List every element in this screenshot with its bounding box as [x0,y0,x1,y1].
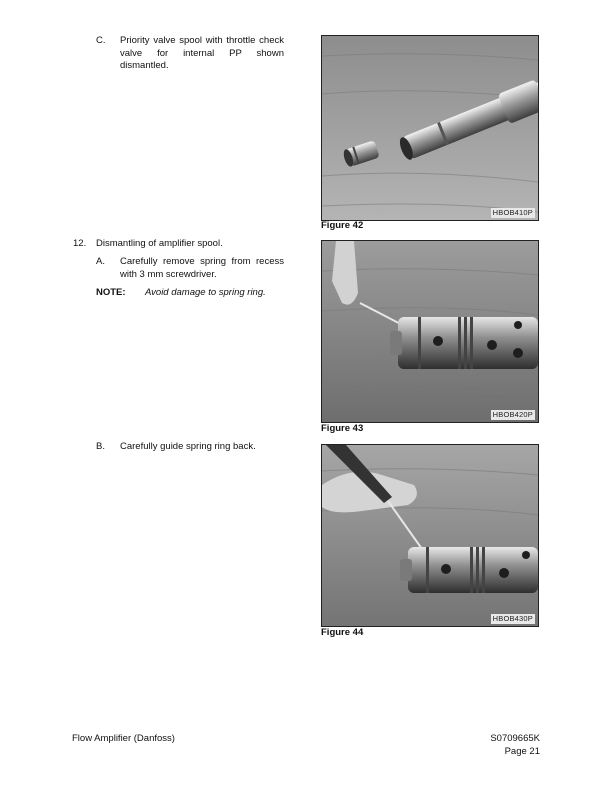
note-text: Avoid damage to spring ring. [145,287,266,298]
figure-42-code: HBOB410P [492,208,533,218]
spool-dismantled-image [322,36,538,220]
step-c-text: Priority valve spool with throttle check valve for internal PP shown dismantled. [120,35,284,72]
step-12b-letter: B. [96,441,105,452]
step-c-letter: C. [96,35,106,46]
figure-43-photo [321,240,539,423]
figure-42-caption: Figure 42 [321,220,364,231]
spring-ring-guide-image [322,445,538,626]
step-12a-text: Carefully remove spring from recess with 3 mm screwdriver. [120,256,284,280]
figure-43-code: HBOB420P [492,410,533,420]
figure-43-caption: Figure 43 [321,423,364,434]
figure-44-caption: Figure 44 [321,627,364,638]
figure-42-photo [321,35,539,221]
step-12-title: Dismantling of amplifier spool. [96,238,223,249]
footer-doc-number: S0709665K [490,733,540,744]
footer-title: Flow Amplifier (Danfoss) [72,733,175,744]
figure-44-photo [321,444,539,627]
step-12b-text: Carefully guide spring ring back. [120,441,256,452]
step-12a-letter: A. [96,256,105,267]
note-label: NOTE: [96,287,126,298]
step-12-number: 12. [73,238,87,249]
footer-page-number: Page 21 [504,746,540,757]
figure-44-code: HBOB430P [492,614,533,624]
spring-removal-image [322,241,538,422]
